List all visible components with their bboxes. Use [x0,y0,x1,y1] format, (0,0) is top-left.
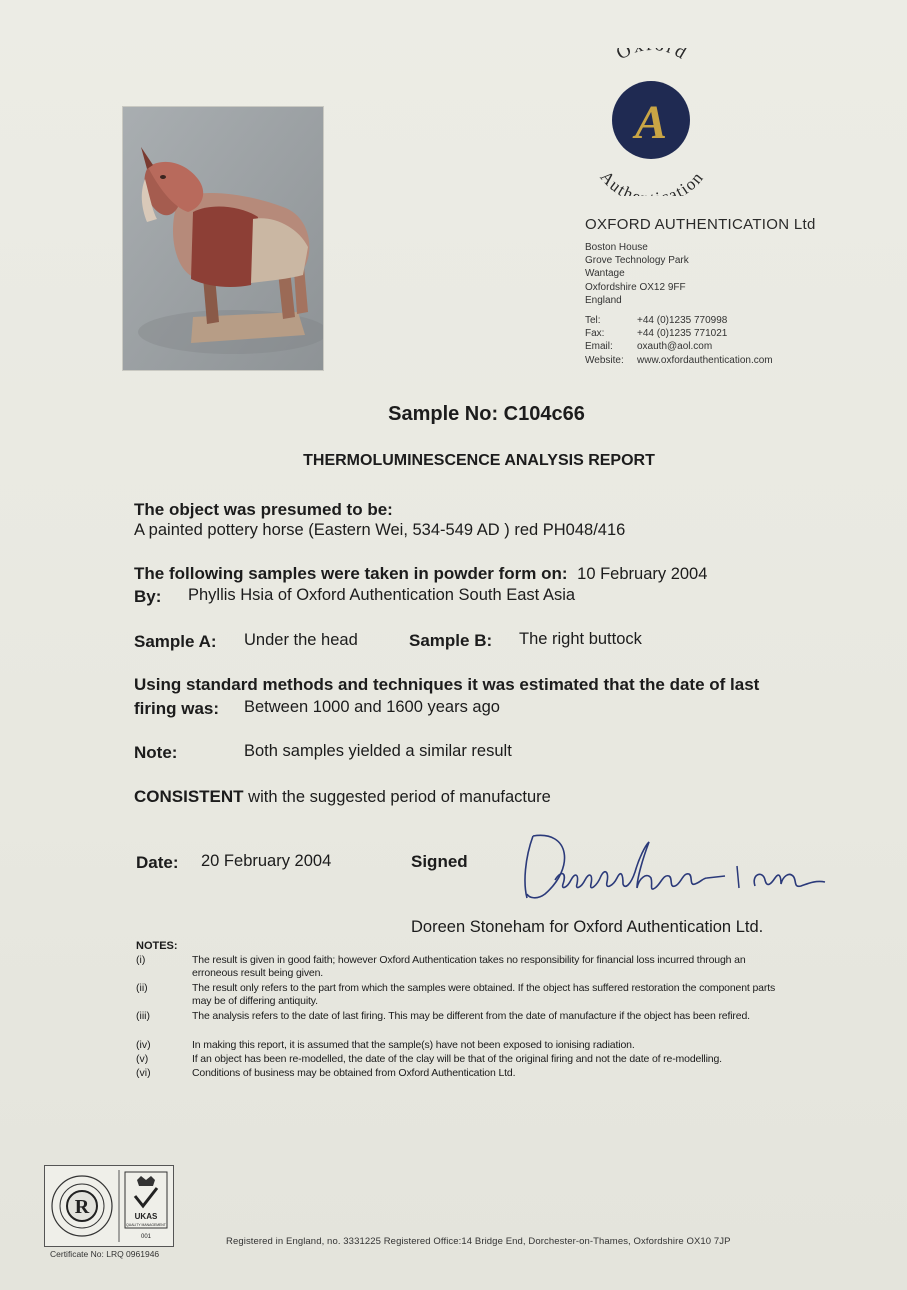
svg-text:Authentication [596,167,707,196]
note-text: The result only refers to the part from which the samples were obtained. If the object has suffered restoration the component parts may be of differing antiquity. [192,982,776,1007]
estimate-line1: Using standard methods and techniques it was estimated that the date of last [134,675,760,694]
sample-b-value: The right buttock [519,630,642,648]
sample-a-label: Sample A: [134,632,217,651]
address-line: Oxfordshire OX12 9FF [585,281,686,293]
ukas-number: 001 [140,1234,152,1240]
contact-row-fax [585,327,773,340]
note-label: Note: [134,743,178,762]
contact-label: Tel: [585,315,601,326]
note-text: In making this report, it is assumed that the sample(s) have not been exposed to ionising radiation. [192,1039,635,1051]
address-line: Boston House [585,242,648,253]
sample-number: Sample No: C104c66 [388,403,585,425]
lrqa-seal-icon [52,1176,112,1236]
report-title: THERMOLUMINESCENCE ANALYSIS REPORT [303,452,655,469]
contact-value: www.oxfordauthentication.com [637,354,773,366]
sample-a-value: Under the head [244,631,358,649]
by-label: By: [134,587,162,606]
by-value: Phyllis Hsia of Oxford Authentication South East Asia [188,586,576,604]
note-text: If an object has been re-modelled, the date of the clay will be that of the original firing and not the date of re-modelling. [192,1053,722,1065]
notes-title: NOTES: [136,940,178,952]
handwritten-signature [515,828,830,908]
note-number: (v) [136,1053,149,1065]
logo-bottom-text: Auth ation [596,167,708,196]
note-text: The result is given in good faith; however Oxford Authentication takes no responsibility for financial loss incurred through an erroneous result being given. [192,954,746,979]
address-line: England [585,294,622,306]
certification-marks [44,1165,174,1247]
note-text: The analysis refers to the date of last firing. This may be different from the date of manufacture if the object has been refired. [192,1010,750,1022]
date-label: Date: [136,853,179,872]
contact-row-website [585,354,773,367]
presumed-value: A painted pottery horse (Eastern Wei, 534-549 AD ) red PH048/416 [134,521,626,539]
presumed-label: The object was presumed to be: [134,500,393,519]
sample-b-label: Sample B: [409,631,493,650]
contact-label: Fax: [585,328,605,340]
consistent-line [134,787,551,807]
samples-taken-line [134,564,707,584]
address-line: Grove Technology Park [585,255,689,267]
company-name: OXFORD AUTHENTICATION Ltd [585,216,816,233]
contact-value: oxauth@aol.com [637,341,713,353]
date-value: 20 February 2004 [201,852,332,870]
registration-footer: Registered in England, no. 3331225 Registered Office:14 Bridge End, Dorchester-on-Thames, Oxfordshire OX10 7JP [226,1236,731,1247]
svg-text:R: R [74,1196,90,1218]
logo-top-text: O d [612,48,692,65]
samples-taken-date: 10 February 2004 [577,565,708,583]
estimate-value: Between 1000 and 1600 years ago [244,698,500,716]
contact-value: +44 (0)1235 770998 [637,315,728,326]
contact-label: Website: [585,354,624,366]
oxford-authentication-logo [578,48,726,196]
signed-label: Signed [411,852,468,871]
estimate-label: firing was: [134,699,220,718]
note-value: Both samples yielded a similar result [244,742,512,760]
contact-row-email [585,340,773,353]
svg-text:Oxford [613,48,692,64]
company-contacts [585,314,773,367]
note-text: Conditions of business may be obtained from Oxford Authentication Ltd. [192,1067,516,1079]
note-number: (iii) [136,1010,150,1022]
contact-label: Email: [585,341,613,353]
samples-taken-label: The following samples were taken in powder form on: [134,564,568,583]
ukas-label: UKAS [134,1212,158,1221]
signatory-line: Doreen Stoneham for Oxford Authentication Ltd. [411,918,764,936]
consistent-word: CONSISTENT [134,787,244,806]
notes-section [136,940,796,1090]
address-line: Wantage [585,268,625,280]
consistent-rest: with the suggested period of manufacture [248,788,551,806]
ukas-sublabel: QUALITY MANAGEMENT [126,1223,166,1227]
ukas-mark-icon [125,1172,167,1240]
note-number: (iv) [136,1039,151,1051]
object-photo [123,107,323,370]
note-number: (i) [136,954,146,966]
contact-row-tel [585,314,773,327]
logo-monogram: A [634,96,668,149]
company-address [585,241,689,307]
contact-value: +44 (0)1235 771021 [637,328,728,340]
note-number: (ii) [136,982,148,994]
certificate-number: Certificate No: LRQ 0961946 [50,1249,160,1259]
note-number: (vi) [136,1067,151,1079]
